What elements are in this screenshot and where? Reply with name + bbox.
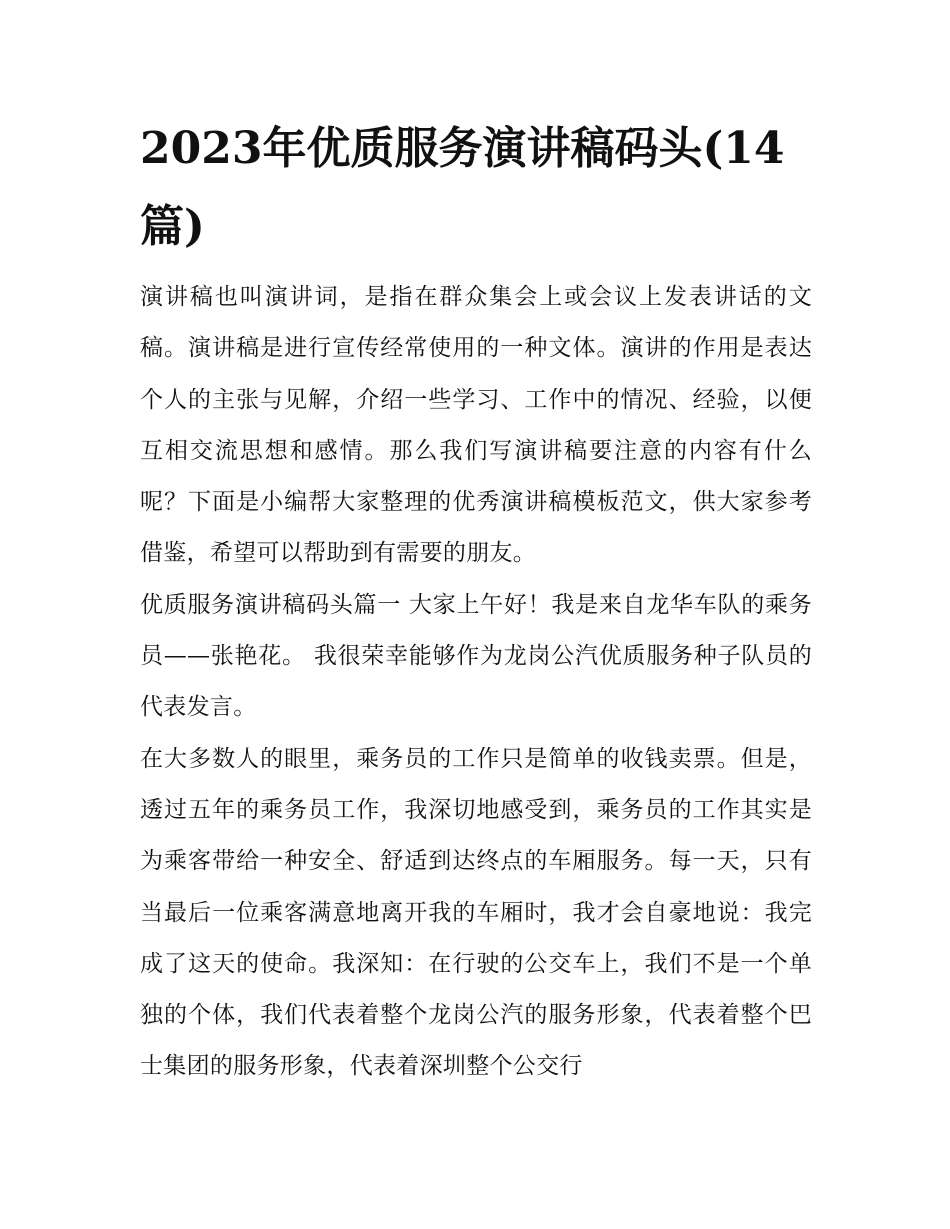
document-page xyxy=(140,110,812,1093)
paragraph-speech-body: 在大多数人的眼里，乘务员的工作只是简单的收钱卖票。但是，透过五年的乘务员工作，我深切地感受到，乘务员的工作其实是为乘客带给一种安全、舒适到达终点的车厢服务。每一天，只有当最后一位乘客满意地离开我的车厢时，我才会自豪地说：我完成了这天的使命。我深知：在行驶的公交车上，我们不是一个单独的个体，我们代表着整个龙岗公汽的服务形象，代表着整个巴士集团的服务形象，代表着深圳整个公交行 xyxy=(140,745,812,1080)
paragraph-intro: 演讲稿也叫演讲词，是指在群众集会上或会议上发表讲话的文稿。演讲稿是进行宣传经常使用的一种文体。演讲的作用是表达个人的主张与见解，介绍一些学习、工作中的情况、经验，以便互相交流思想和感情。那么我们写演讲稿要注意的内容有什么呢？下面是小编帮大家整理的优秀演讲稿模板范文，供大家参考借鉴，希望可以帮助到有需要的朋友。 xyxy=(140,284,812,567)
paragraph-speech-opening: 优质服务演讲稿码头篇一 大家上午好！我是来自龙华车队的乘务员——张艳花。 我很荣幸能够作为龙岗公汽优质服务种子队员的代表发言。 xyxy=(140,591,812,721)
document-title: 2023年优质服务演讲稿码头(14篇) xyxy=(140,123,785,252)
